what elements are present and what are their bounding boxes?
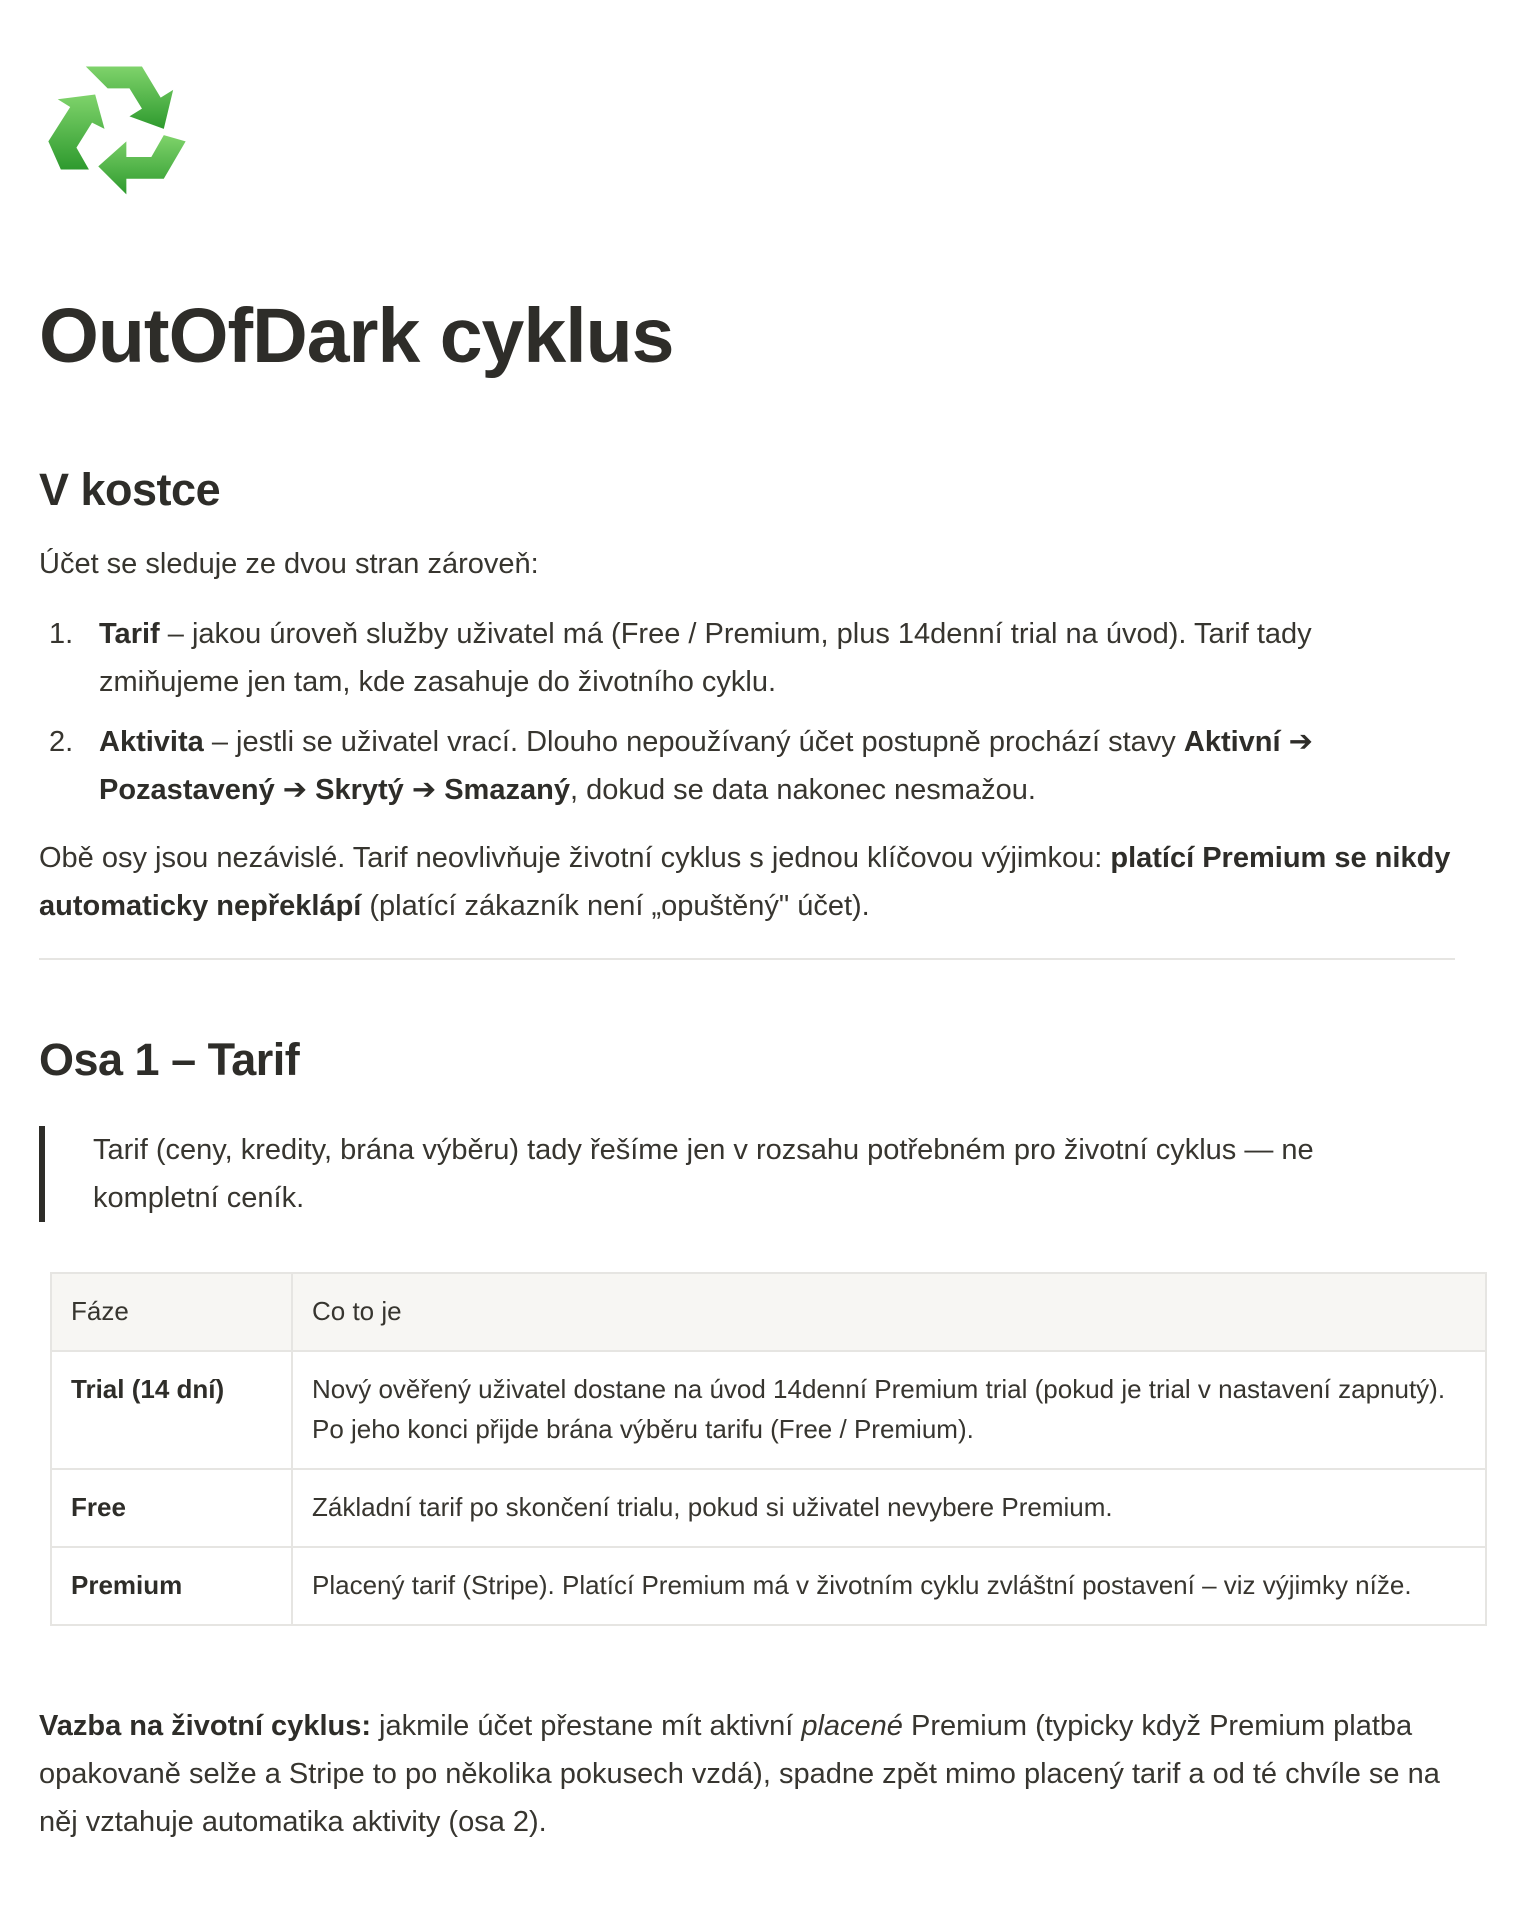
list-item — [39, 718, 1455, 814]
phase-cell: Trial (14 dní) — [51, 1351, 292, 1469]
summary-list — [39, 610, 1455, 814]
state-arrow: ➔ — [1280, 726, 1313, 758]
table-header-row — [51, 1273, 1486, 1351]
state-arrow: ➔ — [403, 774, 445, 806]
section-heading-summary: V kostce — [39, 464, 221, 515]
list-number: 2. — [49, 726, 74, 758]
description-cell: Základní tarif po skončení trialu, pokud si uživatel nevybere Premium. — [292, 1469, 1486, 1547]
note-start: Obě osy jsou nezávislé. Tarif neovlivňuje životní cyklus s jednou klíčovou výjimkou: — [39, 842, 1111, 874]
list-text: – jakou úroveň služby uživatel má (Free / Premium, plus 14denní trial na úvod). Tarif tady zmiňujeme jen tam, kde zasahuje do životního cyklu. — [99, 618, 1312, 698]
quote-block: Tarif (ceny, kredity, brána výběru) tady řešíme jen v rozsahu potřebném pro životní cyklus — ne kompletní ceník. — [39, 1126, 1389, 1222]
state-hidden: Skrytý — [315, 774, 404, 806]
column-header-description: Co to je — [292, 1273, 1486, 1351]
state-arrow: ➔ — [274, 774, 316, 806]
binding-start: jakmile účet přestane mít aktivní — [371, 1710, 802, 1742]
table-row — [51, 1351, 1486, 1469]
divider — [39, 958, 1455, 960]
note-end: (platící zákazník není „opuštěný" účet). — [361, 890, 870, 922]
list-number: 1. — [49, 618, 74, 650]
tariff-table-wrapper — [50, 1272, 1487, 1626]
binding-end: Premium (typicky když Premium platba opakovaně selže a Stripe to po několika pokusech vzdá), spadne zpět mimo placený tarif a od té chvíle se na něj vztahuje automatika aktivity (osa 2). — [39, 1710, 1440, 1838]
table-row — [51, 1547, 1486, 1625]
state-paused: Pozastavený — [99, 774, 275, 806]
list-tail: , dokud se data nakonec nesmažou. — [569, 774, 1036, 806]
phase-cell: Free — [51, 1469, 292, 1547]
list-term: Tarif — [99, 618, 160, 650]
tariff-table — [50, 1272, 1487, 1626]
section-heading-axis1: Osa 1 – Tarif — [39, 1034, 300, 1085]
phase-cell: Premium — [51, 1547, 292, 1625]
description-cell: Nový ověřený uživatel dostane na úvod 14denní Premium trial (pokud je trial v nastavení zapnutý). Po jeho konci přijde brána výběru tarifu (Free / Premium). — [292, 1351, 1486, 1469]
page-title: OutOfDark cyklus — [39, 293, 674, 379]
lifecycle-binding-paragraph — [39, 1702, 1455, 1846]
list-term: Aktivita — [99, 726, 204, 758]
binding-label: Vazba na životní cyklus: — [39, 1710, 371, 1742]
recycling-symbol-icon[interactable] — [39, 54, 195, 210]
description-cell: Placený tarif (Stripe). Platící Premium má v životním cyklu zvláštní postavení – viz výjimky níže. — [292, 1547, 1486, 1625]
column-header-phase: Fáze — [51, 1273, 292, 1351]
state-deleted: Smazaný — [444, 774, 570, 806]
list-item — [39, 610, 1455, 706]
table-row — [51, 1469, 1486, 1547]
list-text: – jestli se uživatel vrací. Dlouho nepoužívaný účet postupně prochází stavy — [203, 726, 1184, 758]
summary-intro: Účet se sleduje ze dvou stran zároveň: — [39, 548, 539, 580]
note-bold: platící Premium se nikdy automaticky nepřeklápí — [39, 842, 1451, 922]
binding-emphasis: placené — [801, 1710, 903, 1742]
state-active: Aktivní — [1183, 726, 1281, 758]
summary-note — [39, 834, 1455, 930]
